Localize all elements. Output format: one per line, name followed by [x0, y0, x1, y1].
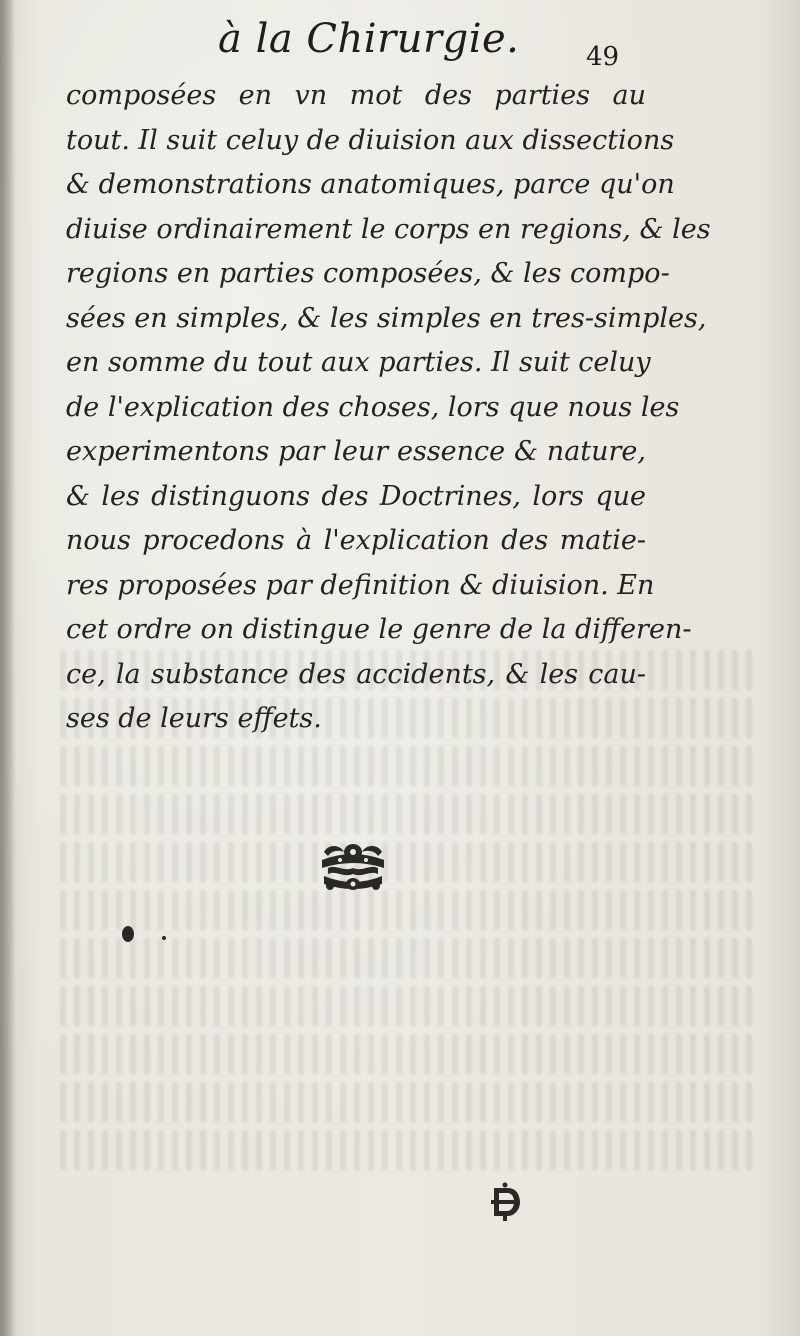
- running-title: à la Chirurgie.: [218, 16, 520, 62]
- printers-fleuron-icon: [318, 838, 388, 898]
- page-number: 49: [586, 42, 620, 72]
- library-stamp-icon: [488, 1182, 522, 1222]
- body-text: [66, 74, 711, 742]
- text-line: diuise ordinairement le corps en regions, & les: [66, 213, 711, 245]
- ink-spot: [162, 936, 166, 940]
- text-line: res proposées par definition & diuision. En: [66, 569, 655, 601]
- ink-spot: [122, 926, 134, 942]
- text-line: tout. Il suit celuy de diuision aux dissections: [66, 124, 675, 156]
- text-line: cet ordre on distingue le genre de la differen-: [66, 614, 692, 645]
- text-line: ce, la substance des accidents, & les cau-: [66, 658, 646, 690]
- page-header: [0, 12, 800, 72]
- gutter-shadow: [0, 0, 16, 1336]
- text-line: regions en parties composées, & les compo-: [66, 258, 670, 289]
- text-line: & demonstrations anatomiques, parce qu'on: [66, 169, 675, 200]
- text-line: ses de leurs effets.: [66, 703, 322, 734]
- text-line: nous procedons à l'explication des matie-: [66, 525, 646, 556]
- text-line: en somme du tout aux parties. Il suit celuy: [66, 347, 651, 378]
- text-line: & les distinguons des Doctrines, lors que: [66, 480, 646, 512]
- text-line: sées en simples, & les simples en tres-simples,: [66, 302, 707, 334]
- text-line: experimentons par leur essence & nature,: [66, 436, 646, 467]
- text-line: composées en vn mot des parties au: [66, 80, 646, 111]
- text-line: de l'explication des choses, lors que nous les: [66, 391, 680, 423]
